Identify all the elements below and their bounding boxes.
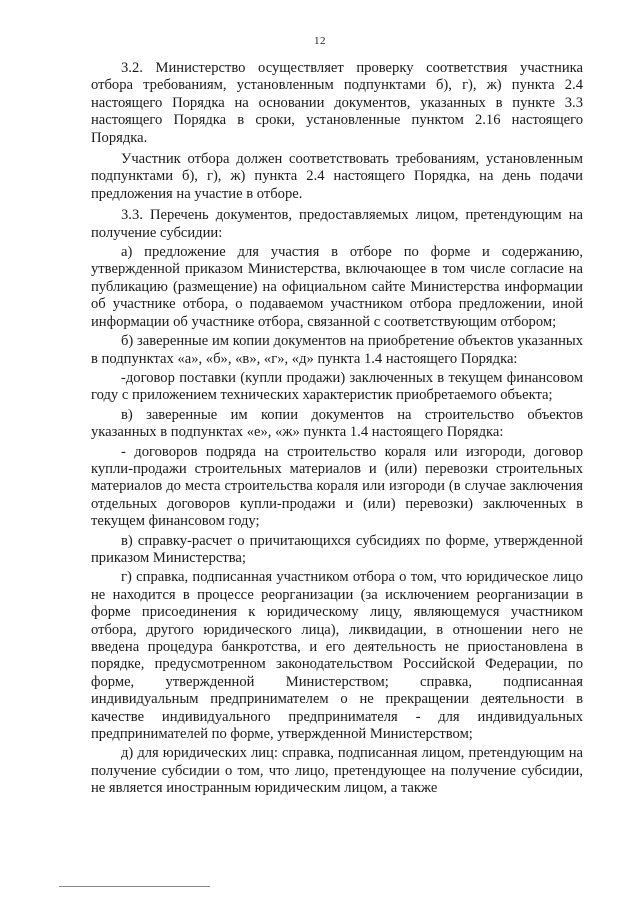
paragraph-item-v: в) заверенные им копии документов на строительство объектов указанных в подпунктах «е», «ж» пункта 1.4 настоящего Порядка: [91,406,583,441]
paragraph-item-d: д) для юридических лиц: справка, подписанная лицом, претендующим на получение субсидии о том, что лицо, претендующее на получение субсидии, не является иностранным юридическим лицом, а также [91,745,583,797]
footer-divider [59,886,210,887]
paragraph-item-v-calculation: в) справку-расчет о причитающихся субсидиях по форме, утвержденной приказом Министерства; [91,532,583,566]
paragraph-participant-requirements: Участник отбора должен соответствовать требованиям, установленным подпунктами б), г), ж) пункта 2.4 настоящего Порядка, на день подачи предложения на участие в отборе. [91,151,583,202]
paragraph-item-g: г) справка, подписанная участником отбора о том, что юридическое лицо не находится в процессе реорганизации (за исключением реорганизации в форме присоединения к юридическому лицу, являющемуся участником отбора, другого юридического лица), ликвидации, в отношении него не введена процедура банкротства, и его деятельность не приостановлена в порядке, предусмотренном законодательством Российской Федерации, по форме, утвержденной Министерством; справка, подписанная индивидуальным предпринимателем о не прекращении деятельности в качестве индивидуального предпринимателя - для индивидуальных предпринимателей по форме, утвержденной Министерством; [91,569,583,743]
paragraph-3-2: 3.2. Министерство осуществляет проверку соответствия участника отбора требованиям, установленным подпунктами б), г), ж) пункта 2.4 настоящего Порядка на основании документов, указанных в пункте 3.3 настоящего Порядка в сроки, установленные пунктом 2.16 настоящего Порядка. [91,60,583,146]
page-number: 12 [314,35,326,47]
paragraph-item-v-contracts: - договоров подряда на строительство кораля или изгороди, договор купли-продажи строительных материалов и (или) перевозки строительных материалов до места строительства кораля или изгороди (в случае заключения отдельных договоров купли-продажи и (или) перевозки) заключенных в текущем финансовом году; [91,443,583,530]
document-body [91,60,583,798]
paragraph-item-a: а) предложение для участия в отборе по форме и содержанию, утвержденной приказом Министерства, включающее в том числе согласие на публикацию (размещение) на официальном сайте Министерства информации об участнике отбора, о подаваемом участником отбора предложении, иной информации об участнике отбора, связанной с соответствующим отбором; [91,244,583,330]
paragraph-item-b-contract: -договор поставки (купли продажи) заключенных в текущем финансовом году с приложением технических характеристик приобретаемого объекта; [91,369,583,404]
paragraph-item-b: б) заверенные им копии документов на приобретение объектов указанных в подпунктах «а», «б», «в», «г», «д» пункта 1.4 настоящего Порядка: [91,333,583,367]
paragraph-3-3: 3.3. Перечень документов, предоставляемых лицом, претендующим на получение субсидии: [91,207,583,241]
